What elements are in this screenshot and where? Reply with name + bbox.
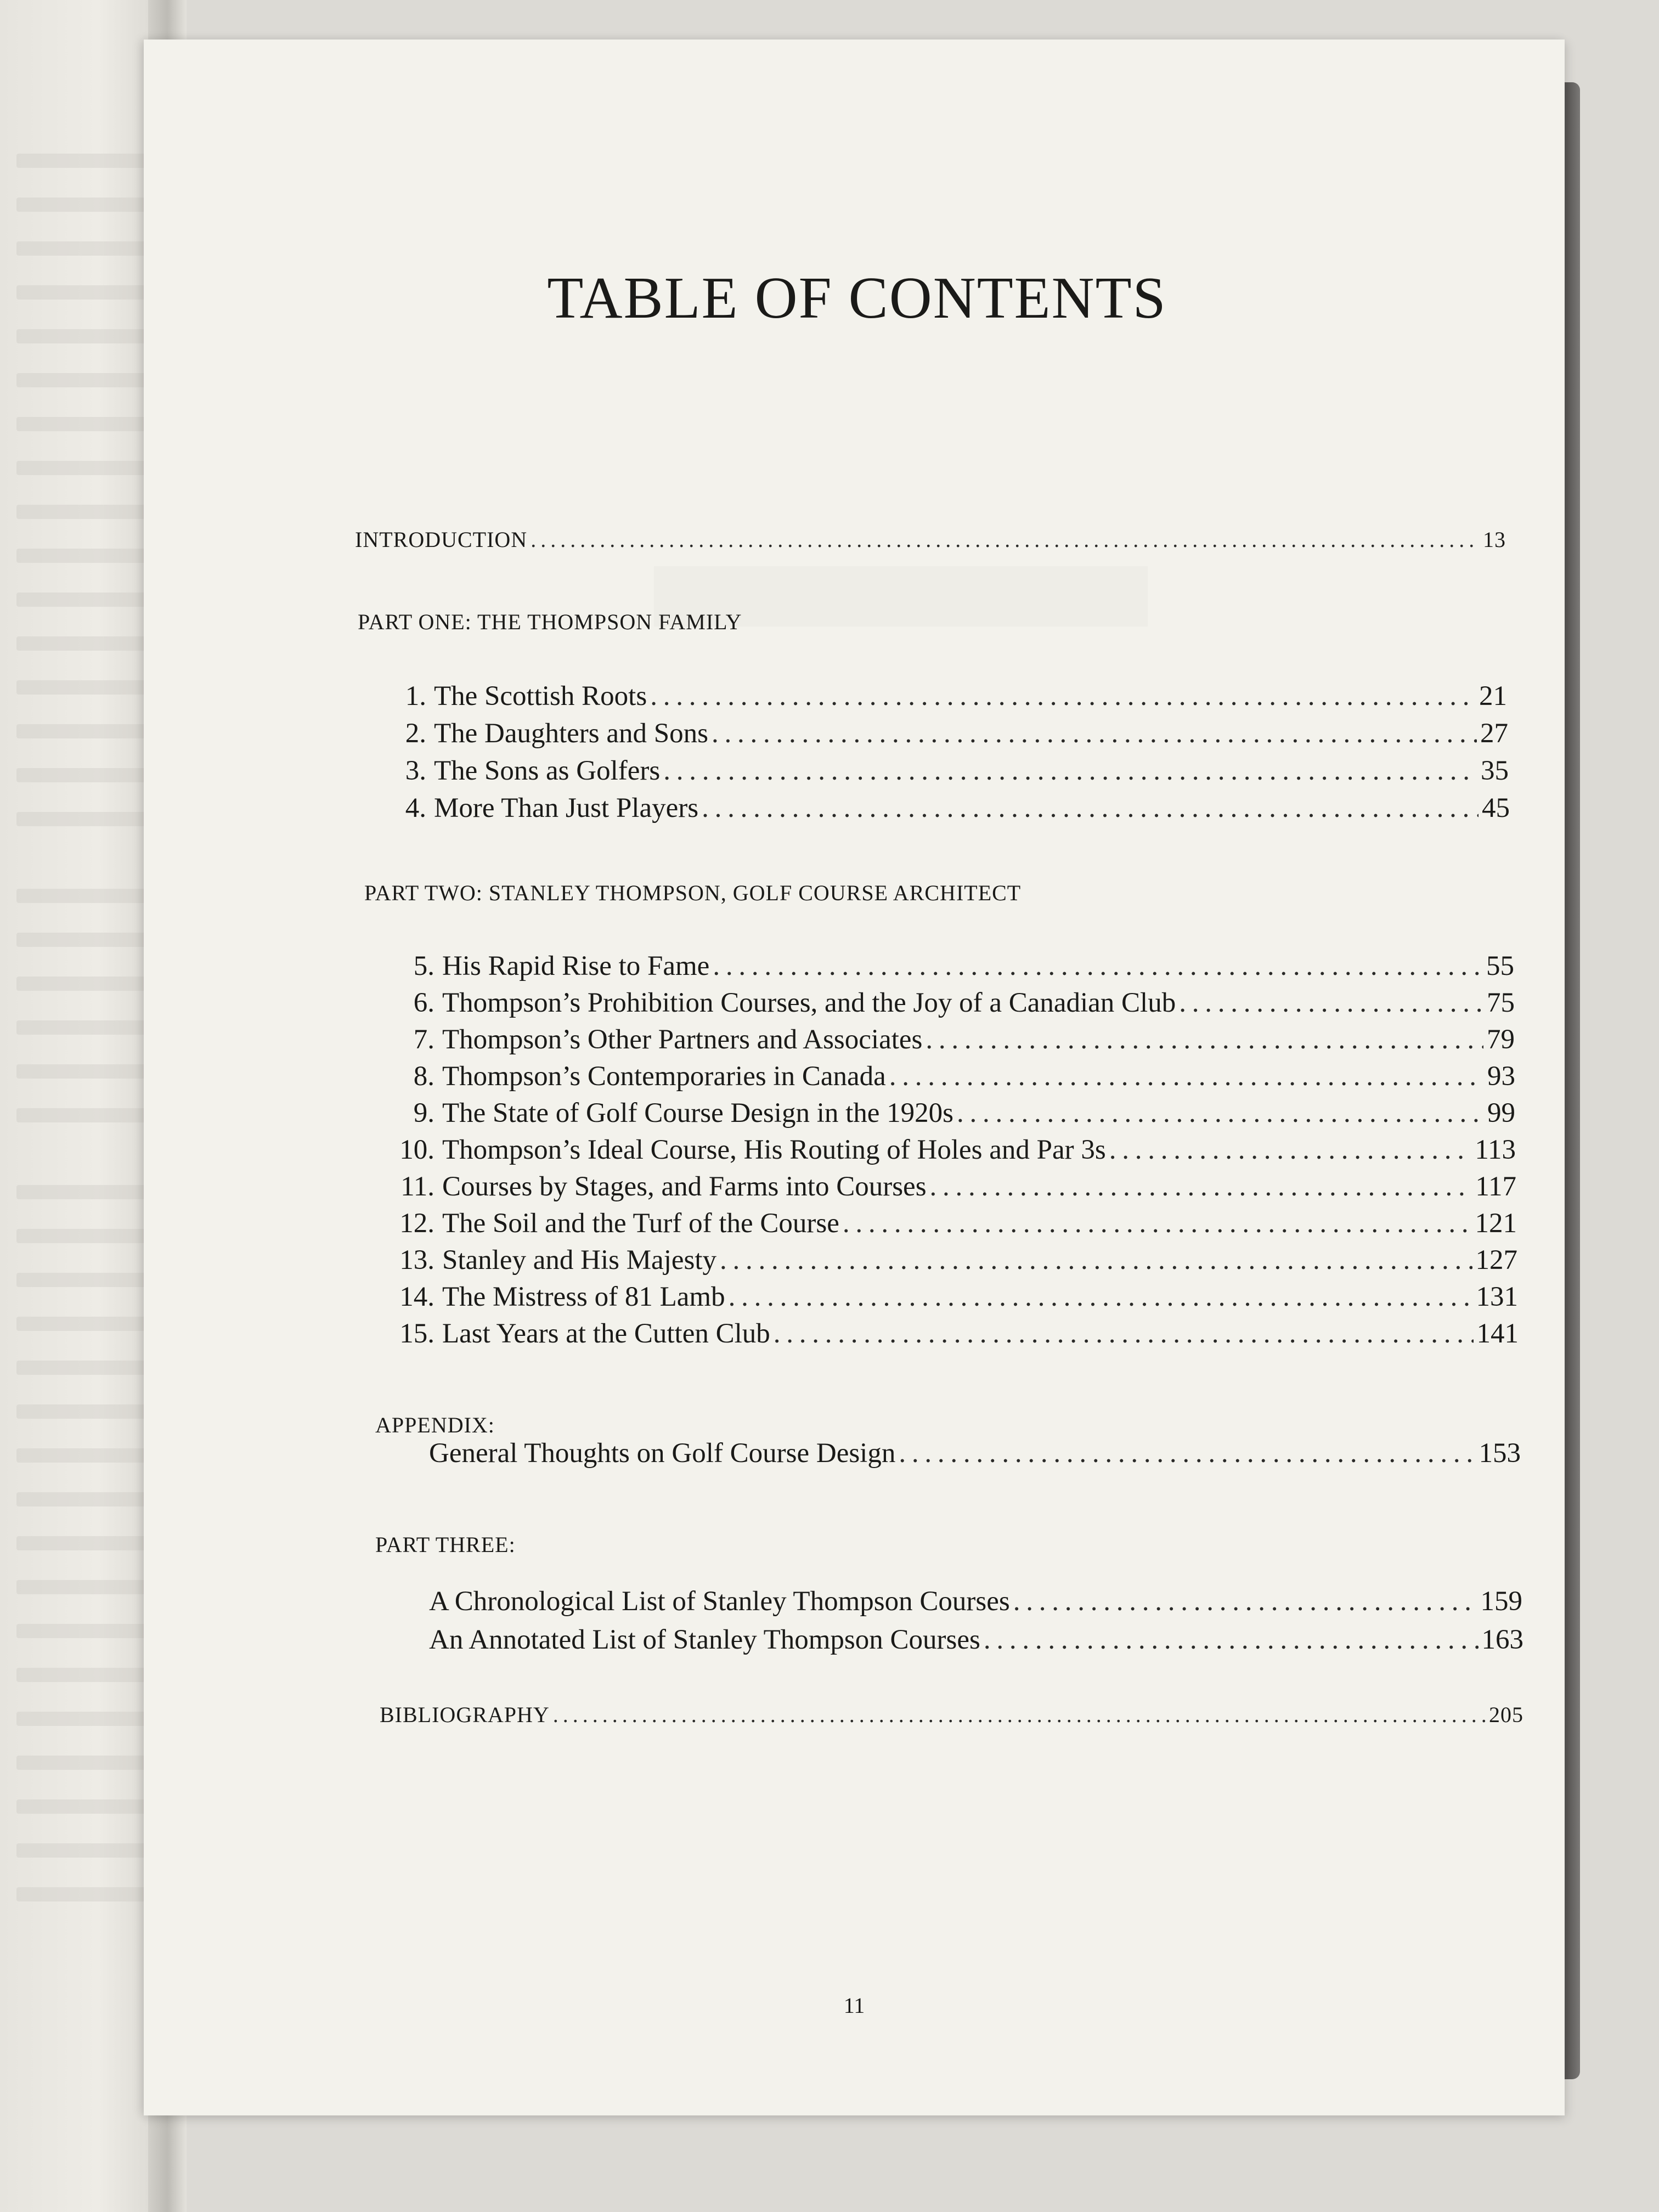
chapter-page: 75 [1487, 988, 1515, 1018]
facing-page-text-line [16, 1317, 148, 1331]
facing-page-text-line [16, 1536, 148, 1550]
facing-page-text-line [16, 1624, 148, 1638]
chapter-page: 55 [1486, 951, 1514, 981]
chapter-page: 27 [1480, 718, 1508, 749]
dot-leader [712, 718, 1477, 749]
toc-entry-chapter[interactable] [377, 680, 1507, 712]
toc-entry-chapter[interactable] [377, 755, 1509, 787]
facing-page-text-line [16, 1229, 148, 1243]
chapter-page: 45 [1482, 793, 1510, 823]
chapter-page: 113 [1475, 1135, 1516, 1165]
chapter-page: 21 [1479, 681, 1507, 712]
toc-entry-chapter[interactable] [385, 1207, 1517, 1239]
chapter-number: 13. [399, 1245, 435, 1276]
dot-leader [1179, 987, 1483, 1019]
facing-page-text-line [16, 977, 148, 991]
chapter-number: 9. [413, 1098, 435, 1128]
facing-page-text-line [16, 680, 148, 695]
toc-entry-appendix[interactable] [429, 1437, 1521, 1469]
chapter-number: 15. [399, 1318, 435, 1349]
facing-page-text-line [16, 1712, 148, 1726]
toc-entry-page: 205 [1489, 1702, 1523, 1727]
chapter-title: Stanley and His Majesty [442, 1245, 717, 1276]
facing-page-text-line [16, 1404, 148, 1419]
facing-page-text-line [16, 933, 148, 947]
chapter-number: 12. [399, 1208, 435, 1239]
chapter-title: Last Years at the Cutten Club [442, 1318, 770, 1349]
dot-leader [720, 1244, 1472, 1276]
chapter-title: The State of Golf Course Design in the 1920s [442, 1098, 954, 1128]
chapter-number: 3. [405, 755, 426, 786]
facing-page-text-line [16, 636, 148, 651]
dot-leader [926, 1024, 1483, 1056]
facing-page-text-line [16, 768, 148, 782]
chapter-title: Thompson’s Prohibition Courses, and the Joy of a Canadian Club [442, 988, 1176, 1018]
chapter-title: The Soil and the Turf of the Course [442, 1208, 839, 1239]
chapter-number: 8. [413, 1061, 435, 1092]
section-heading-part-one: PART ONE: THE THOMPSON FAMILY [358, 610, 742, 634]
facing-page-text-line [16, 1843, 148, 1858]
toc-entry-chapter[interactable] [385, 1134, 1516, 1166]
toc-entry-chapter[interactable] [377, 792, 1510, 824]
toc-entry-chapter[interactable] [385, 1060, 1515, 1092]
entry-page: 153 [1479, 1438, 1521, 1469]
facing-page-text-line [16, 812, 148, 826]
chapter-title: The Mistress of 81 Lamb [442, 1282, 725, 1312]
chapter-page: 35 [1481, 755, 1509, 786]
dot-leader [531, 527, 1480, 552]
chapter-number: 11. [400, 1171, 435, 1202]
facing-page-text-line [16, 1448, 148, 1463]
chapter-number: 14. [399, 1282, 435, 1312]
entry-page: 159 [1480, 1586, 1522, 1617]
dot-leader [729, 1281, 1473, 1313]
chapter-title: Thompson’s Contemporaries in Canada [442, 1061, 886, 1092]
chapter-number: 1. [405, 681, 426, 712]
chapter-title: The Daughters and Sons [434, 718, 708, 749]
chapter-page: 141 [1476, 1318, 1519, 1349]
chapter-page: 93 [1487, 1061, 1515, 1092]
toc-entry-chapter[interactable] [377, 718, 1508, 749]
facing-page-text-line [16, 592, 148, 607]
dot-leader [1109, 1134, 1472, 1166]
dot-leader [930, 1171, 1472, 1203]
section-heading-part-two: PART TWO: STANLEY THOMPSON, GOLF COURSE ARCHITECT [364, 881, 1022, 905]
chapter-number: 7. [413, 1024, 435, 1055]
book-page [144, 40, 1565, 2115]
chapter-title: Thompson’s Other Partners and Associates [442, 1024, 923, 1055]
chapter-title: The Scottish Roots [434, 681, 647, 712]
toc-entry-chapter[interactable] [385, 1097, 1515, 1129]
toc-entry-chapter[interactable] [385, 1244, 1517, 1276]
toc-entry-part-three[interactable] [429, 1624, 1523, 1656]
chapter-page: 99 [1487, 1098, 1515, 1128]
facing-page-text-line [16, 724, 148, 738]
dot-leader [957, 1097, 1484, 1129]
chapter-number: 5. [413, 951, 435, 981]
dot-leader [984, 1624, 1479, 1656]
entry-title: General Thoughts on Golf Course Design [429, 1438, 896, 1469]
facing-page-text-line [16, 329, 148, 343]
entry-title: An Annotated List of Stanley Thompson Courses [429, 1624, 980, 1655]
dot-leader [1013, 1585, 1477, 1617]
dot-leader [702, 792, 1479, 824]
dot-leader [663, 755, 1477, 787]
facing-page-text-line [16, 1361, 148, 1375]
toc-entry-chapter[interactable] [385, 1171, 1516, 1203]
entry-page: 163 [1481, 1624, 1523, 1655]
chapter-page: 117 [1475, 1171, 1516, 1202]
toc-entry-part-three[interactable] [429, 1585, 1522, 1617]
section-heading-appendix: APPENDIX: [375, 1413, 495, 1437]
toc-entry-chapter[interactable] [385, 1281, 1518, 1313]
facing-page-text-line [16, 1064, 148, 1079]
dot-leader [774, 1318, 1474, 1350]
facing-page-text-line [16, 505, 148, 519]
facing-page-text-line [16, 1020, 148, 1035]
facing-page-text-line [16, 549, 148, 563]
toc-entry-bibliography[interactable] [380, 1702, 1523, 1728]
chapter-number: 2. [405, 718, 426, 749]
facing-page-text-line [16, 1580, 148, 1594]
toc-entry-page: 13 [1483, 527, 1506, 552]
chapter-number: 4. [405, 793, 426, 823]
toc-entry-chapter[interactable] [385, 987, 1515, 1019]
entry-title: A Chronological List of Stanley Thompson Courses [429, 1586, 1010, 1617]
dot-leader [713, 950, 1483, 982]
chapter-number: 10. [399, 1135, 435, 1165]
chapter-page: 131 [1476, 1282, 1518, 1312]
toc-entry-introduction[interactable] [355, 527, 1506, 552]
chapter-title: Thompson’s Ideal Course, His Routing of Holes and Par 3s [442, 1135, 1106, 1165]
chapter-page: 121 [1475, 1208, 1517, 1239]
toc-entry-label: BIBLIOGRAPHY [380, 1702, 550, 1727]
facing-page-text-line [16, 417, 148, 431]
toc-entry-label: INTRODUCTION [355, 527, 528, 552]
facing-page-text-line [16, 1492, 148, 1506]
facing-page-text-line [16, 1185, 148, 1199]
chapter-page: 79 [1487, 1024, 1515, 1055]
toc-entry-chapter[interactable] [385, 950, 1514, 982]
page-title: TABLE OF CONTENTS [547, 266, 1167, 331]
facing-page-text-line [16, 1273, 148, 1287]
facing-page-text-line [16, 461, 148, 475]
dot-leader [843, 1207, 1472, 1239]
facing-page-text-line [16, 1756, 148, 1770]
dot-leader [889, 1060, 1484, 1092]
chapter-title: Courses by Stages, and Farms into Courses [442, 1171, 927, 1202]
chapter-title: His Rapid Rise to Fame [442, 951, 710, 981]
facing-page-text-line [16, 198, 148, 212]
facing-page-text-line [16, 1668, 148, 1682]
dot-leader [899, 1437, 1475, 1469]
dot-leader [553, 1702, 1486, 1728]
chapter-title: The Sons as Golfers [434, 755, 661, 786]
facing-page-text-line [16, 154, 148, 168]
facing-page-text-line [16, 241, 148, 256]
facing-page-text-line [16, 1887, 148, 1901]
toc-entry-chapter[interactable] [385, 1318, 1519, 1350]
page-number: 11 [843, 1993, 865, 2018]
facing-page-text-line [16, 1799, 148, 1814]
chapter-page: 127 [1475, 1245, 1517, 1276]
facing-page [0, 0, 165, 2212]
facing-page-text-line [16, 285, 148, 300]
facing-page-text-line [16, 1108, 148, 1122]
chapter-number: 6. [413, 988, 435, 1018]
facing-page-text-line [16, 373, 148, 387]
facing-page-text-line [16, 889, 148, 903]
chapter-title: More Than Just Players [434, 793, 699, 823]
dot-leader [650, 680, 1476, 712]
section-heading-part-three: PART THREE: [375, 1532, 516, 1557]
toc-entry-chapter[interactable] [385, 1024, 1515, 1056]
